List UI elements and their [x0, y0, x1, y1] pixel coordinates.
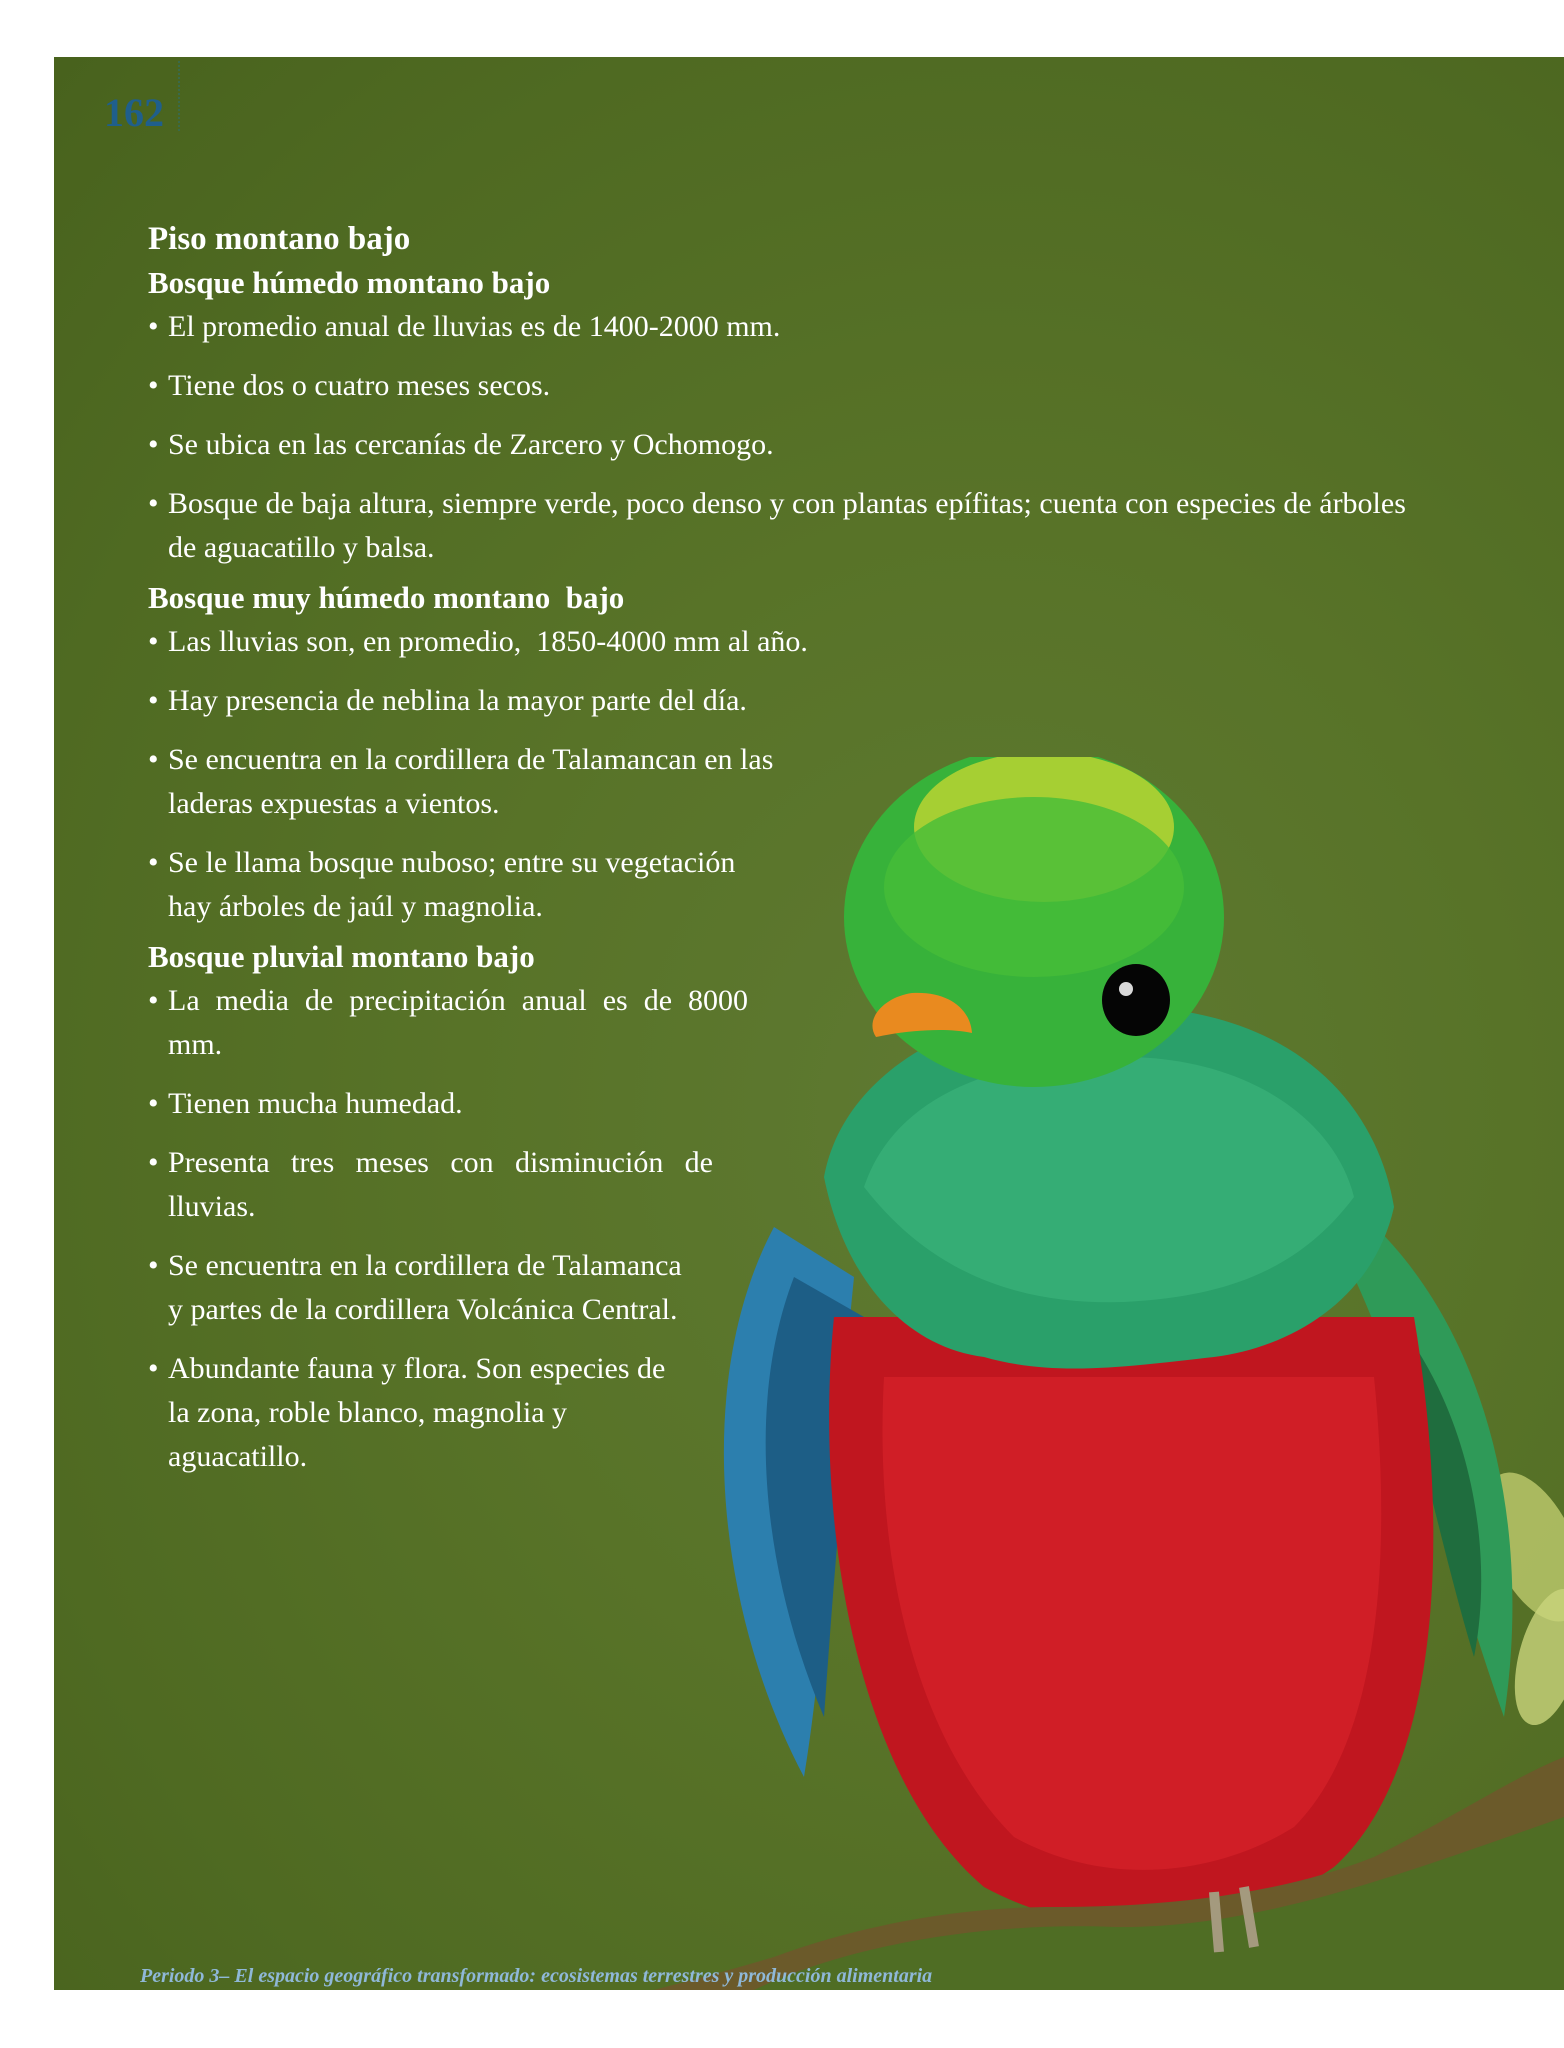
list-item: • El promedio anual de lluvias es de 1400-2000 mm.	[148, 305, 1438, 349]
footer-caption: Periodo 3– El espacio geográfico transformado: ecosistemas terrestres y producción alimentaria	[140, 1965, 933, 1987]
list-item: • Hay presencia de neblina la mayor parte del día.	[148, 679, 878, 723]
section-title-muy-humedo: Bosque muy húmedo montano bajo	[148, 580, 625, 615]
page-number-divider	[178, 61, 180, 131]
text-content	[148, 217, 1448, 1494]
bullet-list-humedo	[148, 305, 1438, 570]
list-item: • Se le llama bosque nuboso; entre su vegetación hay árboles de jaúl y magnolia.	[148, 841, 768, 929]
list-item: • Se ubica en las cercanías de Zarcero y Ochomogo.	[148, 423, 1438, 467]
list-item: • Abundante fauna y flora. Son especies de la zona, roble blanco, magnolia y aguacatillo.	[148, 1347, 688, 1479]
list-item: • Las lluvias son, en promedio, 1850-4000 mm al año.	[148, 620, 878, 664]
list-item: • Tiene dos o cuatro meses secos.	[148, 364, 1438, 408]
page-panel	[54, 57, 1564, 1990]
heading: Piso montano bajo	[148, 221, 411, 257]
list-item: • Presenta tres meses con disminución de lluvias.	[148, 1141, 713, 1229]
bullet-list-muy-humedo	[148, 620, 878, 929]
list-item: • Se encuentra en la cordillera de Talamanca y partes de la cordillera Volcánica Central.	[148, 1244, 688, 1332]
list-item: • La media de precipitación anual es de 8000 mm.	[148, 979, 748, 1067]
page-number: 162	[104, 90, 164, 135]
list-item: • Bosque de baja altura, siempre verde, poco denso y con plantas epífitas; cuenta con especies de árboles de aguacatillo y balsa.	[148, 482, 1438, 570]
section-title-humedo: Bosque húmedo montano bajo	[148, 265, 551, 300]
bullet-list-pluvial	[148, 979, 1448, 1479]
list-item: • Tienen mucha humedad.	[148, 1082, 1448, 1126]
list-item: • Se encuentra en la cordillera de Talamancan en las laderas expuestas a vientos.	[148, 738, 808, 826]
section-title-pluvial: Bosque pluvial montano bajo	[148, 939, 535, 974]
